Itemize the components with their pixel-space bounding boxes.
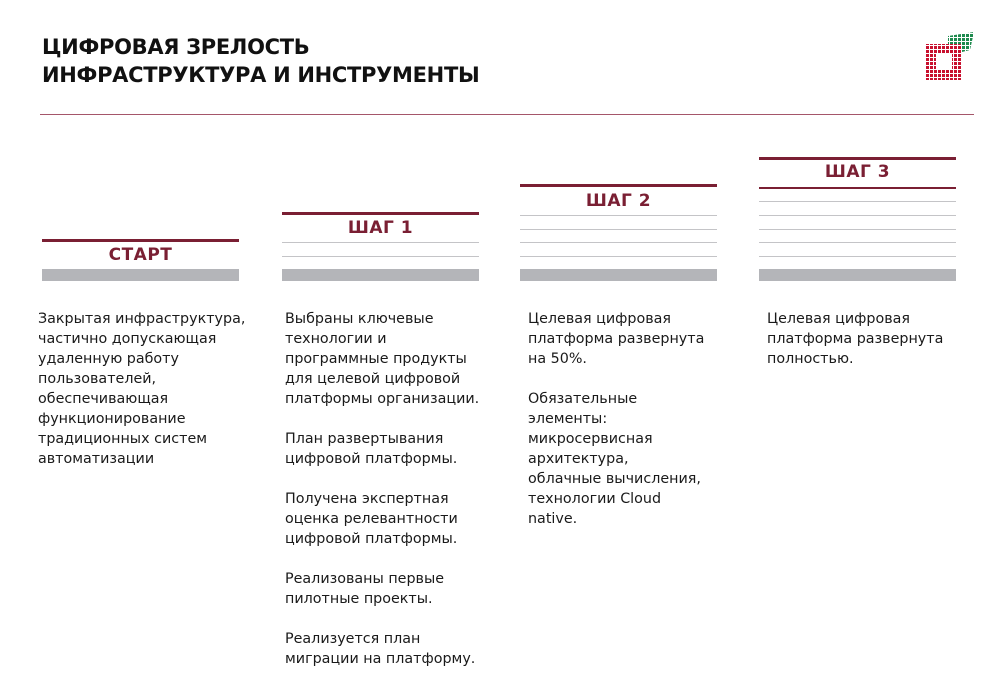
step-start-top-line [42, 239, 239, 242]
step-3-level-line [759, 215, 956, 216]
step-3-level-line [759, 256, 956, 257]
step-1-base-bar [282, 269, 479, 281]
step-3-label-underline [759, 187, 956, 189]
step-3-level-line [759, 201, 956, 202]
header-divider [40, 114, 974, 115]
step-2-level-line [520, 256, 717, 257]
description-paragraph: Выбраны ключевые технологии и программные продукты для целевой цифровой платформы организации. [285, 311, 480, 407]
step-3-label: ШАГ 3 [824, 162, 891, 182]
page-title-line-2: ИНФРАСТРУКТУРА И ИНСТРУМЕНТЫ [42, 63, 480, 87]
step-3-base-bar [759, 269, 956, 281]
page-title [42, 33, 479, 89]
step-1-description [285, 309, 510, 689]
step-2-label: ШАГ 2 [585, 191, 652, 211]
description-paragraph: Закрытая инфраструктура, частично допускающая удаленную работу пользователей, обеспечивающая функционирование традиционных систем автоматизации [38, 311, 246, 467]
description-paragraph: Получена экспертная оценка релевантности цифровой платформы. [285, 491, 458, 547]
description-paragraph: Реализуется план миграции на платформу. [285, 631, 476, 667]
step-1-label: ШАГ 1 [347, 218, 414, 238]
step-1-level-line [282, 256, 479, 257]
step-3-top-line [759, 157, 956, 160]
description-paragraph: Целевая цифровая платформа развернута на 50%. [528, 311, 705, 367]
description-paragraph: План развертывания цифровой платформы. [285, 431, 458, 467]
step-2-top-line [520, 184, 717, 187]
step-3-level-line [759, 229, 956, 230]
step-2-base-bar [520, 269, 717, 281]
page-title-line-1: ЦИФРОВАЯ ЗРЕЛОСТЬ [42, 35, 310, 59]
step-1-level-line [282, 242, 479, 243]
step-2-level-line [520, 242, 717, 243]
description-paragraph: Целевая цифровая платформа развернута полностью. [767, 311, 944, 367]
step-2-level-line [520, 229, 717, 230]
company-logo-icon [918, 30, 976, 86]
description-paragraph: Реализованы первые пилотные проекты. [285, 571, 445, 607]
step-1-top-line [282, 212, 479, 215]
step-3-description [767, 309, 992, 389]
step-start-base-bar [42, 269, 239, 281]
description-paragraph: Обязательные элементы: микросервисная архитектура, облачные вычисления, технологии Cloud native. [528, 391, 701, 527]
step-2-level-line [520, 215, 717, 216]
step-3-level-line [759, 242, 956, 243]
step-2-description [528, 309, 753, 549]
step-start-label: СТАРТ [108, 245, 173, 265]
step-start-description [38, 309, 263, 489]
